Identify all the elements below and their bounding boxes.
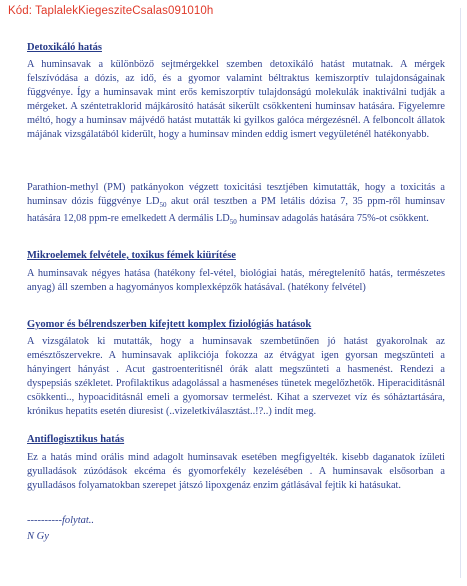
paragraph-detox-1: A huminsavak a különböző sejtmérgekkel szemben detoxikáló hatást mutatnak. A mérgek felszívódása a dózis, az idő, és a gyomor valamint béltraktus kemiszorptív tulajdonságainak függvénye. Így a huminsavak mint erős kemiszorptív tulajdonságú molekulák inaktiválni tudják a mérgeket. A széntetraklorid májkárosító hatását sikerült csökkenteni huminsav hatására. Figyelemre méltó, hogy a huminsav májvédő hatást mutatták ki gyilkos galóca mérgezésnél. A felboncolt állatok májának vizsgálatából kiderült, hogy a huminsav minden eddig ismert vegyületénél hatékonyabb. — [27, 59, 445, 141]
paragraph-gyomor: A vizsgálatok ki mutatták, hogy a huminsavak szembetűnően jó hatást gyakorolnak az emésztőszervekre. A huminsavak aplikciója fokozza az étvágyat igen gyorsan megszünteti a hányingert hányást . Acut gastroenteritisnél órák alatt megszünteti a hasmenést. Rendezi a dyspepsiás székletet. Profilaktikus adagolással a hasmenéses tünetek megelőzhetők. Hiperaciditásnál csökkenti.., hypoaciditásnál emeli a gyomorsav termelést. Kihat a szervezet víz és sóháztartására, krónikus hepatits esetén diuresist (..vizeletkiválasztást..!?..) indít meg. — [27, 336, 445, 418]
continued-marker: ----------folytat.. — [27, 515, 95, 526]
heading-mikroelemek: Mikroelemek felvétele, toxikus fémek kiürítése — [27, 250, 236, 261]
paragraph-antiflogisztikus: Ez a hatás mind orális mind adagolt huminsavak esetében megfigyelték. kisebb daganatok ízületi gyulladások zúzódások ekcéma és gyomorfekély kezelésében . A huminsavak elsősorban a gyulladásos folyamatokban szerepet játszó lipoxgenáz enzim gátlásával fejtik ki hatásukat. — [27, 452, 445, 492]
heading-detox: Detoxikáló hatás — [27, 42, 102, 53]
heading-antiflogisztikus: Antiflogisztikus hatás — [27, 434, 125, 445]
author-initials: N Gy — [27, 531, 49, 542]
document-code: Kód: TaplalekKiegesziteCsalas091010h — [8, 5, 214, 17]
paragraph-mikroelemek: A huminsavak négyes hatása (hatékony fel-vétel, biológiai hatás, méregtelenítő hatás, természetes anyag) áll szemben a hagyományos komplexképzők hatásával. (hatékony felvétel) — [27, 268, 445, 294]
paragraph-detox-2: Parathion-methyl (PM) patkányokon végzett toxicitási tesztjében kimutatták, hogy a toxicitás a huminsav dózis függvénye $LD_{50}$ akut orál tesztben a PM letális dózisa 7, 35 ppm-ről huminsav hatására 12,08 ppm-re emelkedett A dermális $LD_{50}$ huminsav adagolás hatására 75%-ot csökkent. — [27, 182, 445, 227]
heading-gyomor: Gyomor és bélrendszerben kifejtett komplex fiziológiás hatások — [27, 319, 312, 330]
page-edge — [460, 8, 461, 578]
